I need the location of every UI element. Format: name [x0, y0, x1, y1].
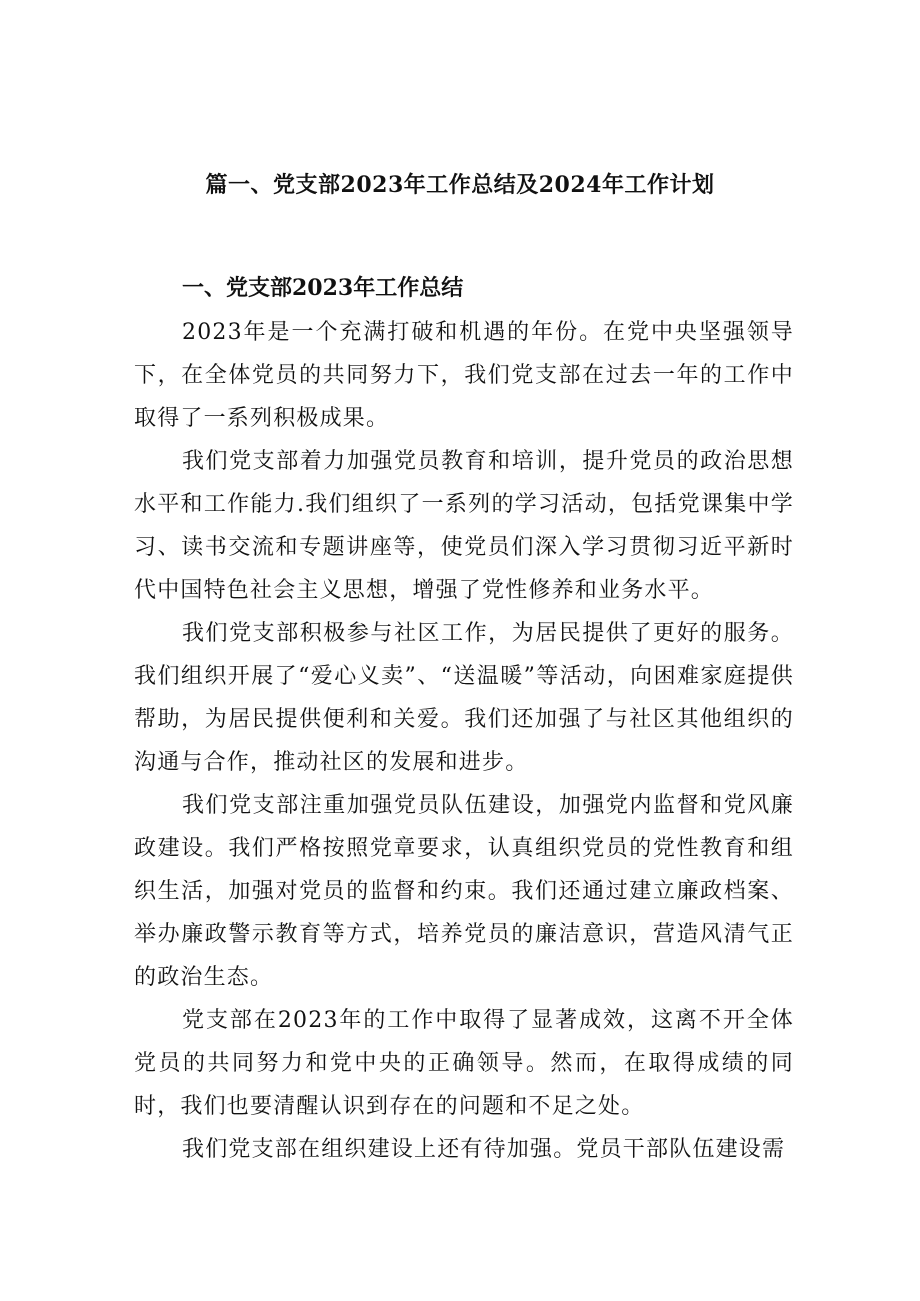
paragraph: 2023年是一个充满打破和机遇的年份。在党中央坚强领导下，在全体党员的共同努力下，我们党支部在过去一年的工作中取得了一系列积极成果。 [134, 320, 794, 431]
paragraph: 我们党支部着力加强党员教育和培训，提升党员的政治思想水平和工作能力.我们组织了一系列的学习活动，包括党课集中学习、读书交流和专题讲座等，使党员们深入学习贯彻习近平新时代中国特色社会主义思想，增强了党性修养和业务水平。 [134, 449, 794, 603]
paragraph: 我们党支部在组织建设上还有待加强。党员干部队伍建设需 [182, 1137, 786, 1162]
paragraph: 我们党支部注重加强党员队伍建设，加强党内监督和党风廉政建设。我们严格按照党章要求，认真组织党员的党性教育和组织生活，加强对党员的监督和约束。我们还通过建立廉政档案、举办廉政警示教育等方式，培养党员的廉洁意识，营造风清气正的政治生态。 [134, 793, 794, 990]
section-heading: 一、党支部2023年工作总结 [182, 275, 464, 301]
body-text [134, 311, 794, 1171]
paragraph: 党支部在2023年的工作中取得了显著成效，这离不开全体党员的共同努力和党中央的正确领导。然而，在取得成绩的同时，我们也要清醒认识到存在的问题和不足之处。 [134, 1008, 794, 1119]
document-title: 篇一、党支部2023年工作总结及2024年工作计划 [205, 172, 715, 198]
paragraph: 我们党支部积极参与社区工作，为居民提供了更好的服务。我们组织开展了“爱心义卖”、“送温暖”等活动，向困难家庭提供帮助，为居民提供便利和关爱。我们还加强了与社区其他组织的沟通与合作，推动社区的发展和进步。 [134, 621, 794, 775]
